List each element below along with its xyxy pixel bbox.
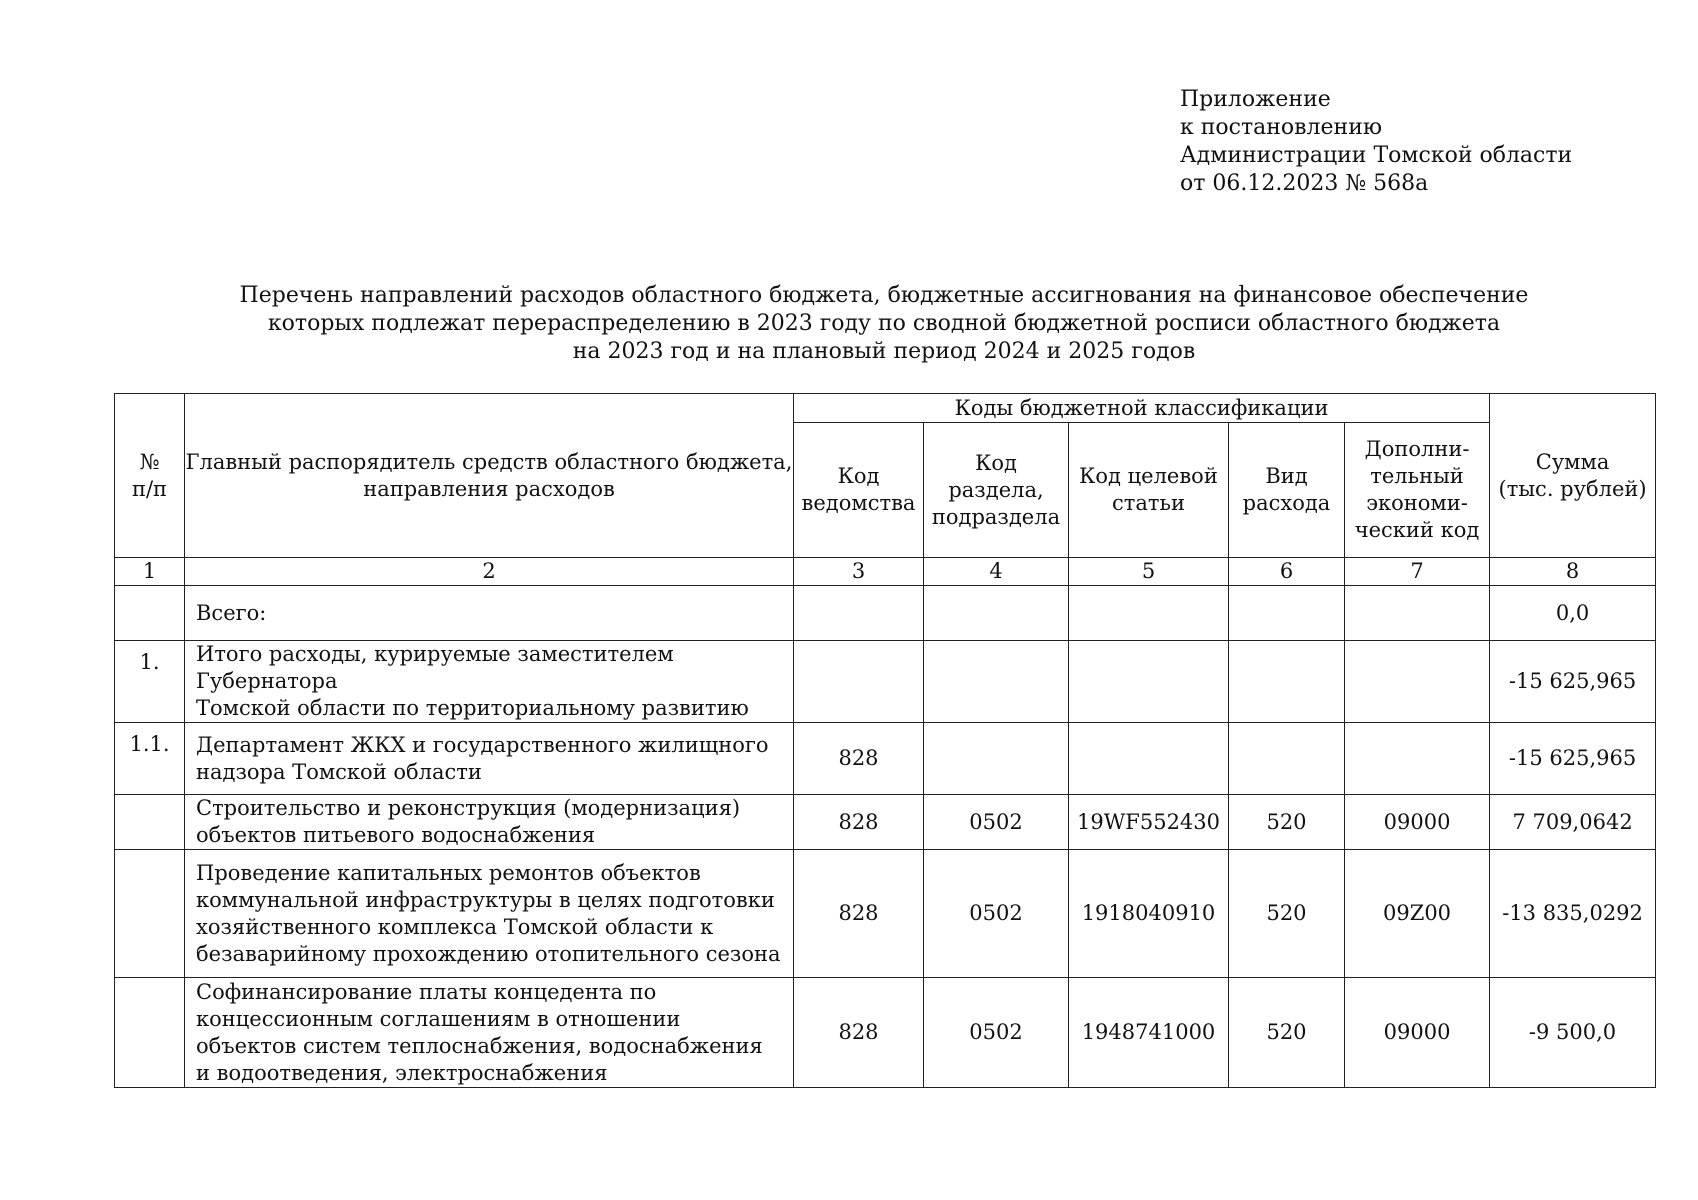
title-line: которых подлежат перераспределению в 2023 году по сводной бюджетной росписи областного бюджета bbox=[267, 311, 1501, 336]
cell-name-line: Софинансирование платы концедента по bbox=[196, 979, 657, 1004]
cell-name-line: хозяйственного комплекса Томской области к bbox=[196, 914, 714, 939]
header-text: Дополни- bbox=[1364, 437, 1470, 461]
cell-dept: 828 bbox=[794, 795, 924, 850]
column-number: 8 bbox=[1490, 558, 1656, 586]
cell-sum: -15 625,965 bbox=[1490, 723, 1656, 795]
cell-name-line: и водоотведения, электроснабжения bbox=[196, 1060, 608, 1085]
cell-exptype bbox=[1229, 641, 1345, 723]
header-text: раздела, bbox=[948, 477, 1044, 502]
table-row bbox=[115, 850, 1656, 978]
header-text: п/п bbox=[131, 476, 168, 501]
header-text: Код целевой bbox=[1079, 464, 1218, 488]
header-target-code bbox=[1069, 423, 1229, 558]
column-number: 5 bbox=[1069, 558, 1229, 586]
cell-target bbox=[1069, 586, 1229, 641]
cell-name-line: надзора Томской области bbox=[196, 759, 482, 784]
cell-name-line: Строительство и реконструкция (модернизация) bbox=[196, 796, 741, 820]
cell-econ bbox=[1345, 641, 1490, 723]
cell-section bbox=[924, 641, 1069, 723]
header-text: Главный распорядитель средств областного бюджета, bbox=[185, 449, 793, 474]
cell-sum: -13 835,0292 bbox=[1490, 850, 1656, 978]
cell-number bbox=[115, 795, 185, 850]
cell-sum: 0,0 bbox=[1490, 586, 1656, 641]
appendix-line: Администрации Томской области bbox=[1180, 143, 1573, 168]
cell-exptype bbox=[1229, 723, 1345, 795]
title-line: Перечень направлений расходов областного бюджета, бюджетные ассигнования на финансовое обеспечение bbox=[239, 283, 1529, 308]
header-text: экономи- bbox=[1366, 491, 1468, 515]
header-text: № bbox=[139, 449, 160, 474]
header-econ-code bbox=[1345, 423, 1490, 558]
cell-section: 0502 bbox=[924, 978, 1069, 1088]
cell-target bbox=[1069, 641, 1229, 723]
cell-name-line: Томской области по территориальному развитию bbox=[196, 696, 749, 720]
cell-name bbox=[185, 641, 794, 723]
cell-dept bbox=[794, 586, 924, 641]
budget-table bbox=[114, 393, 1656, 1088]
cell-dept: 828 bbox=[794, 978, 924, 1088]
cell-sum: -15 625,965 bbox=[1490, 641, 1656, 723]
column-number: 7 bbox=[1345, 558, 1490, 586]
cell-econ: 09Z00 bbox=[1345, 850, 1490, 978]
header-text: расхода bbox=[1242, 491, 1331, 515]
cell-name-line: Департамент ЖКХ и государственного жилищного bbox=[196, 732, 769, 757]
appendix-block bbox=[1180, 86, 1572, 198]
cell-name bbox=[185, 586, 794, 641]
cell-target: 1918040910 bbox=[1069, 850, 1229, 978]
header-text: Вид bbox=[1265, 464, 1308, 488]
cell-exptype: 520 bbox=[1229, 850, 1345, 978]
cell-econ bbox=[1345, 586, 1490, 641]
header-dept-code bbox=[794, 423, 924, 558]
column-number: 3 bbox=[794, 558, 924, 586]
cell-exptype: 520 bbox=[1229, 978, 1345, 1088]
cell-econ bbox=[1345, 723, 1490, 795]
cell-sum: -9 500,0 bbox=[1490, 978, 1656, 1088]
header-name bbox=[185, 394, 794, 558]
header-text: подраздела bbox=[931, 504, 1061, 529]
cell-target: 19WF552430 bbox=[1069, 795, 1229, 850]
title-line: на 2023 год и на плановый период 2024 и 2025 годов bbox=[572, 339, 1196, 364]
header-text: ческий код bbox=[1354, 518, 1480, 542]
cell-name-line: Проведение капитальных ремонтов объектов bbox=[196, 860, 701, 885]
cell-name bbox=[185, 795, 794, 850]
header-section-code bbox=[924, 423, 1069, 558]
cell-section: 0502 bbox=[924, 795, 1069, 850]
cell-number bbox=[115, 586, 185, 641]
appendix-date-line: от 06.12.2023 № 568а bbox=[1180, 171, 1429, 196]
cell-name-line: Всего: bbox=[196, 600, 267, 625]
table-row bbox=[115, 795, 1656, 850]
cell-name bbox=[185, 850, 794, 978]
header-text: Код bbox=[837, 464, 880, 488]
table-row bbox=[115, 641, 1656, 723]
appendix-line: Приложение bbox=[1180, 87, 1331, 112]
cell-exptype: 520 bbox=[1229, 795, 1345, 850]
cell-target bbox=[1069, 723, 1229, 795]
cell-name-line: Итого расходы, курируемые заместителем Губернатора bbox=[196, 642, 674, 693]
cell-section bbox=[924, 723, 1069, 795]
header-text: Код bbox=[975, 450, 1017, 475]
header-text: направления расходов bbox=[363, 476, 615, 501]
table-row bbox=[115, 978, 1656, 1088]
header-text: Сумма bbox=[1535, 449, 1610, 474]
cell-section bbox=[924, 586, 1069, 641]
column-number-row bbox=[115, 558, 1656, 586]
header-text: статьи bbox=[1112, 491, 1185, 515]
cell-econ: 09000 bbox=[1345, 978, 1490, 1088]
cell-exptype bbox=[1229, 586, 1345, 641]
table-row-total bbox=[115, 586, 1656, 641]
cell-section: 0502 bbox=[924, 850, 1069, 978]
header-expense-type bbox=[1229, 423, 1345, 558]
cell-name-line: концессионным соглашениям в отношении bbox=[196, 1006, 681, 1031]
cell-number: 1. bbox=[115, 641, 185, 723]
column-number: 4 bbox=[924, 558, 1069, 586]
header-number bbox=[115, 394, 185, 558]
document-title bbox=[114, 282, 1654, 366]
header-text: (тыс. рублей) bbox=[1498, 476, 1647, 501]
cell-target: 1948741000 bbox=[1069, 978, 1229, 1088]
cell-number: 1.1. bbox=[115, 723, 185, 795]
cell-name-line: объектов питьевого водоснабжения bbox=[196, 823, 596, 847]
cell-name-line: безаварийному прохождению отопительного сезона bbox=[196, 941, 781, 966]
cell-dept: 828 bbox=[794, 723, 924, 795]
column-number: 1 bbox=[115, 558, 185, 586]
cell-dept: 828 bbox=[794, 850, 924, 978]
appendix-line: к постановлению bbox=[1180, 115, 1383, 140]
cell-dept bbox=[794, 641, 924, 723]
cell-number bbox=[115, 850, 185, 978]
cell-name bbox=[185, 978, 794, 1088]
header-text: ведомства bbox=[801, 491, 916, 515]
header-sum bbox=[1490, 394, 1656, 558]
cell-name-line: коммунальной инфраструктуры в целях подготовки bbox=[196, 887, 775, 912]
column-number: 2 bbox=[185, 558, 794, 586]
column-number: 6 bbox=[1229, 558, 1345, 586]
header-codes-group: Коды бюджетной классификации bbox=[794, 394, 1490, 423]
cell-name bbox=[185, 723, 794, 795]
cell-sum: 7 709,0642 bbox=[1490, 795, 1656, 850]
cell-number bbox=[115, 978, 185, 1088]
cell-econ: 09000 bbox=[1345, 795, 1490, 850]
header-text: тельный bbox=[1370, 464, 1464, 488]
table-row bbox=[115, 723, 1656, 795]
cell-name-line: объектов систем теплоснабжения, водоснабжения bbox=[196, 1033, 763, 1058]
